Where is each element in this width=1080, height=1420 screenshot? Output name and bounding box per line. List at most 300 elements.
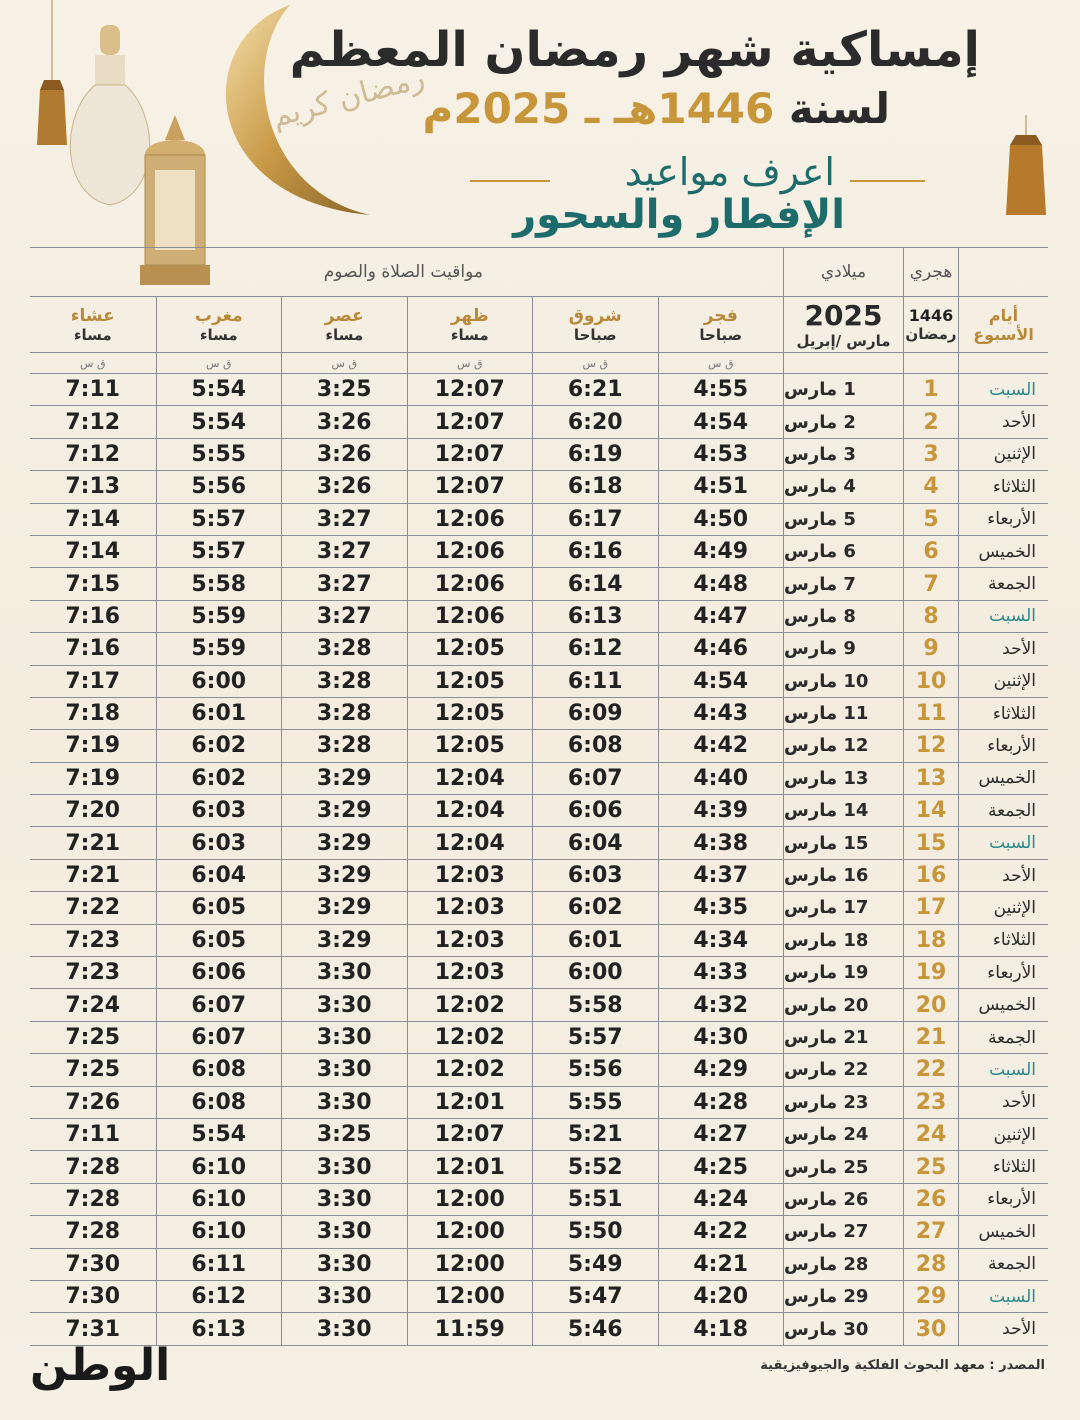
day-name-cell: الجمعة <box>958 1022 1048 1053</box>
maghrib-time-cell: 6:02 <box>156 730 282 761</box>
isha-time-cell: 7:22 <box>65 895 121 921</box>
table-row <box>30 763 1048 795</box>
calligraphy-text: رمضان كريم <box>268 60 429 135</box>
table-row <box>30 374 1048 406</box>
asr-time-cell: 3:26 <box>281 471 407 502</box>
col-greg-year: 2025 <box>804 299 883 332</box>
gregorian-date-cell: 18 مارس <box>783 925 903 956</box>
table-row <box>30 698 1048 730</box>
table-row <box>30 1054 1048 1086</box>
isha-time-cell: 7:26 <box>65 1089 121 1115</box>
maghrib-time-cell: 5:58 <box>156 568 282 599</box>
shuruq-time-cell: 6:03 <box>532 860 658 891</box>
maghrib-time-cell: 5:59 <box>156 601 282 632</box>
gregorian-date-cell: 26 مارس <box>783 1184 903 1215</box>
gregorian-date-cell: 22 مارس <box>783 1054 903 1085</box>
hijri-day-cell: 19 <box>903 957 958 988</box>
asr-time-cell: 3:30 <box>281 989 407 1020</box>
table-unit-header <box>30 353 1048 374</box>
source-credit: المصدر : معهد البحوث الفلكية والجيوفيزيقية <box>760 1358 1045 1373</box>
logo-text: الوطن <box>30 1340 171 1391</box>
col-dhuhr <box>407 297 533 352</box>
hijri-day-cell: 4 <box>903 471 958 502</box>
dhuhr-time-cell: 11:59 <box>407 1313 533 1344</box>
fajr-time-cell: 4:39 <box>658 795 784 826</box>
col-asr-sub: مساء <box>325 325 364 344</box>
col-greg-months: مارس /إبريل <box>796 332 891 350</box>
hijri-day-cell: 18 <box>903 925 958 956</box>
isha-time-cell: 7:11 <box>65 377 121 403</box>
col-hijri-month: رمضان <box>905 325 957 343</box>
fajr-time-cell: 4:29 <box>658 1054 784 1085</box>
table-row <box>30 892 1048 924</box>
gregorian-date-cell: 27 مارس <box>783 1216 903 1247</box>
fajr-time-cell: 4:50 <box>658 504 784 535</box>
col-fajr <box>658 297 784 352</box>
dhuhr-time-cell: 12:02 <box>407 989 533 1020</box>
day-name-cell: الثلاثاء <box>958 1151 1048 1182</box>
shuruq-time-cell: 5:47 <box>532 1281 658 1312</box>
isha-time-cell: 7:28 <box>65 1154 121 1180</box>
maghrib-time-cell: 6:10 <box>156 1216 282 1247</box>
shuruq-time-cell: 6:04 <box>532 827 658 858</box>
hijri-day-cell: 12 <box>903 730 958 761</box>
group-prayers: مواقيت الصلاة والصوم <box>323 262 483 282</box>
fajr-time-cell: 4:42 <box>658 730 784 761</box>
day-name-cell: الخميس <box>958 763 1048 794</box>
hijri-day-cell: 30 <box>903 1313 958 1344</box>
col-hijri-year: 1446 <box>908 306 954 325</box>
isha-time-cell: 7:19 <box>65 765 121 791</box>
dhuhr-time-cell: 12:05 <box>407 633 533 664</box>
fajr-time-cell: 4:46 <box>658 633 784 664</box>
day-name-cell: السبت <box>958 374 1048 405</box>
isha-time-cell: 7:14 <box>65 539 121 565</box>
gregorian-date-cell: 3 مارس <box>783 439 903 470</box>
shuruq-time-cell: 5:56 <box>532 1054 658 1085</box>
gregorian-date-cell: 8 مارس <box>783 601 903 632</box>
maghrib-time-cell: 5:55 <box>156 439 282 470</box>
hijri-day-cell: 6 <box>903 536 958 567</box>
gregorian-date-cell: 6 مارس <box>783 536 903 567</box>
col-maghrib-sub: مساء <box>199 325 238 344</box>
hijri-day-cell: 22 <box>903 1054 958 1085</box>
shuruq-time-cell: 6:08 <box>532 730 658 761</box>
maghrib-time-cell: 5:57 <box>156 504 282 535</box>
hijri-day-cell: 1 <box>903 374 958 405</box>
decorative-line-left <box>470 180 550 182</box>
gregorian-date-cell: 21 مارس <box>783 1022 903 1053</box>
decorative-line-right <box>850 180 925 182</box>
asr-time-cell: 3:29 <box>281 925 407 956</box>
gregorian-date-cell: 5 مارس <box>783 504 903 535</box>
table-row <box>30 439 1048 471</box>
hijri-day-cell: 27 <box>903 1216 958 1247</box>
gregorian-date-cell: 24 مارس <box>783 1119 903 1150</box>
day-name-cell: الثلاثاء <box>958 471 1048 502</box>
shuruq-time-cell: 6:06 <box>532 795 658 826</box>
unit-label: ق س <box>407 353 533 373</box>
day-name-cell: الأحد <box>958 633 1048 664</box>
maghrib-time-cell: 6:03 <box>156 795 282 826</box>
day-name-cell: الثلاثاء <box>958 698 1048 729</box>
hijri-day-cell: 14 <box>903 795 958 826</box>
fajr-time-cell: 4:47 <box>658 601 784 632</box>
gregorian-date-cell: 11 مارس <box>783 698 903 729</box>
col-isha <box>30 297 156 352</box>
fajr-time-cell: 4:24 <box>658 1184 784 1215</box>
fajr-time-cell: 4:21 <box>658 1249 784 1280</box>
fajr-time-cell: 4:54 <box>658 406 784 437</box>
asr-time-cell: 3:30 <box>281 1022 407 1053</box>
asr-time-cell: 3:30 <box>281 1087 407 1118</box>
day-name-cell: الأربعاء <box>958 1184 1048 1215</box>
gregorian-date-cell: 28 مارس <box>783 1249 903 1280</box>
maghrib-time-cell: 6:11 <box>156 1249 282 1280</box>
maghrib-time-cell: 6:12 <box>156 1281 282 1312</box>
maghrib-time-cell: 6:10 <box>156 1151 282 1182</box>
dhuhr-time-cell: 12:01 <box>407 1087 533 1118</box>
asr-time-cell: 3:30 <box>281 1313 407 1344</box>
gregorian-date-cell: 13 مارس <box>783 763 903 794</box>
unit-label: ق س <box>281 353 407 373</box>
hijri-day-cell: 15 <box>903 827 958 858</box>
isha-time-cell: 7:23 <box>65 960 121 986</box>
isha-time-cell: 7:19 <box>65 733 121 759</box>
gregorian-year: 2025م <box>422 84 571 133</box>
shuruq-time-cell: 6:14 <box>532 568 658 599</box>
shuruq-time-cell: 6:19 <box>532 439 658 470</box>
col-maghrib <box>156 297 282 352</box>
asr-time-cell: 3:27 <box>281 536 407 567</box>
lantern-right-icon <box>1000 115 1052 225</box>
col-hijri <box>903 297 958 352</box>
gregorian-date-cell: 30 مارس <box>783 1313 903 1344</box>
group-miladi: ميلادي <box>783 248 903 296</box>
isha-time-cell: 7:17 <box>65 668 121 694</box>
shuruq-time-cell: 6:13 <box>532 601 658 632</box>
shuruq-time-cell: 6:16 <box>532 536 658 567</box>
gregorian-date-cell: 10 مارس <box>783 666 903 697</box>
dhuhr-time-cell: 12:00 <box>407 1249 533 1280</box>
isha-time-cell: 7:25 <box>65 1057 121 1083</box>
dhuhr-time-cell: 12:07 <box>407 439 533 470</box>
dhuhr-time-cell: 12:03 <box>407 892 533 923</box>
dhuhr-time-cell: 12:00 <box>407 1216 533 1247</box>
col-asr <box>281 297 407 352</box>
shuruq-time-cell: 5:51 <box>532 1184 658 1215</box>
hijri-day-cell: 10 <box>903 666 958 697</box>
asr-time-cell: 3:29 <box>281 860 407 891</box>
dhuhr-time-cell: 12:03 <box>407 957 533 988</box>
day-name-cell: السبت <box>958 1054 1048 1085</box>
day-name-cell: الأحد <box>958 406 1048 437</box>
dhuhr-time-cell: 12:05 <box>407 730 533 761</box>
isha-time-cell: 7:14 <box>65 506 121 532</box>
col-dhuhr-sub: مساء <box>450 325 489 344</box>
table-row <box>30 1216 1048 1248</box>
maghrib-time-cell: 6:01 <box>156 698 282 729</box>
gregorian-date-cell: 12 مارس <box>783 730 903 761</box>
gregorian-date-cell: 25 مارس <box>783 1151 903 1182</box>
hijri-day-cell: 9 <box>903 633 958 664</box>
fajr-time-cell: 4:30 <box>658 1022 784 1053</box>
day-name-cell: الأربعاء <box>958 730 1048 761</box>
fajr-time-cell: 4:27 <box>658 1119 784 1150</box>
isha-time-cell: 7:23 <box>65 927 121 953</box>
isha-time-cell: 7:18 <box>65 701 121 727</box>
shuruq-time-cell: 6:18 <box>532 471 658 502</box>
hijri-day-cell: 28 <box>903 1249 958 1280</box>
fajr-time-cell: 4:55 <box>658 374 784 405</box>
table-row <box>30 1184 1048 1216</box>
shuruq-time-cell: 6:12 <box>532 633 658 664</box>
year-separator: ـ <box>584 84 600 133</box>
asr-time-cell: 3:30 <box>281 1054 407 1085</box>
col-fajr-name: فجر <box>703 305 738 326</box>
table-row <box>30 536 1048 568</box>
fajr-time-cell: 4:20 <box>658 1281 784 1312</box>
gregorian-date-cell: 20 مارس <box>783 989 903 1020</box>
day-name-cell: الجمعة <box>958 568 1048 599</box>
unit-blank <box>783 353 903 373</box>
table-row <box>30 730 1048 762</box>
header <box>0 0 1080 245</box>
day-name-cell: الخميس <box>958 989 1048 1020</box>
day-name-cell: الأربعاء <box>958 957 1048 988</box>
dhuhr-time-cell: 12:00 <box>407 1184 533 1215</box>
isha-time-cell: 7:13 <box>65 474 121 500</box>
isha-time-cell: 7:28 <box>65 1219 121 1245</box>
isha-time-cell: 7:15 <box>65 571 121 597</box>
hijri-day-cell: 3 <box>903 439 958 470</box>
isha-time-cell: 7:12 <box>65 409 121 435</box>
dhuhr-time-cell: 12:04 <box>407 827 533 858</box>
isha-time-cell: 7:24 <box>65 992 121 1018</box>
shuruq-time-cell: 5:52 <box>532 1151 658 1182</box>
shuruq-time-cell: 6:11 <box>532 666 658 697</box>
isha-time-cell: 7:28 <box>65 1186 121 1212</box>
isha-time-cell: 7:30 <box>65 1284 121 1310</box>
dhuhr-time-cell: 12:03 <box>407 860 533 891</box>
table-row <box>30 568 1048 600</box>
table-body <box>30 374 1048 1346</box>
fajr-time-cell: 4:28 <box>658 1087 784 1118</box>
table-row <box>30 1022 1048 1054</box>
table-row <box>30 666 1048 698</box>
hijri-day-cell: 26 <box>903 1184 958 1215</box>
hijri-day-cell: 24 <box>903 1119 958 1150</box>
asr-time-cell: 3:25 <box>281 374 407 405</box>
maghrib-time-cell: 6:03 <box>156 827 282 858</box>
col-shuruq-name: شروق <box>568 305 622 326</box>
hijri-day-cell: 20 <box>903 989 958 1020</box>
dhuhr-time-cell: 12:05 <box>407 666 533 697</box>
col-shuruq <box>532 297 658 352</box>
shuruq-time-cell: 6:07 <box>532 763 658 794</box>
shuruq-time-cell: 5:57 <box>532 1022 658 1053</box>
col-dhuhr-name: ظهر <box>450 305 489 326</box>
isha-time-cell: 7:21 <box>65 830 121 856</box>
col-greg <box>783 297 903 352</box>
unit-label: ق س <box>658 353 784 373</box>
asr-time-cell: 3:29 <box>281 763 407 794</box>
day-name-cell: الأربعاء <box>958 504 1048 535</box>
gregorian-date-cell: 7 مارس <box>783 568 903 599</box>
table-column-header <box>30 297 1048 353</box>
day-name-cell: الأحد <box>958 860 1048 891</box>
hijri-day-cell: 13 <box>903 763 958 794</box>
gregorian-date-cell: 23 مارس <box>783 1087 903 1118</box>
fajr-time-cell: 4:34 <box>658 925 784 956</box>
table-row <box>30 1087 1048 1119</box>
fajr-time-cell: 4:38 <box>658 827 784 858</box>
maghrib-time-cell: 6:05 <box>156 925 282 956</box>
group-blank <box>958 248 1048 296</box>
day-name-cell: الإثنين <box>958 439 1048 470</box>
maghrib-time-cell: 5:57 <box>156 536 282 567</box>
tagline-iftar-suhoor: الإفطار والسحور <box>513 192 845 238</box>
table-row <box>30 1313 1048 1345</box>
asr-time-cell: 3:27 <box>281 601 407 632</box>
asr-time-cell: 3:30 <box>281 957 407 988</box>
asr-time-cell: 3:29 <box>281 827 407 858</box>
asr-time-cell: 3:27 <box>281 504 407 535</box>
brand-logo <box>30 1340 170 1391</box>
gregorian-date-cell: 4 مارس <box>783 471 903 502</box>
dhuhr-time-cell: 12:07 <box>407 1119 533 1150</box>
hijri-day-cell: 21 <box>903 1022 958 1053</box>
maghrib-time-cell: 5:54 <box>156 1119 282 1150</box>
gregorian-date-cell: 17 مارس <box>783 892 903 923</box>
maghrib-time-cell: 6:05 <box>156 892 282 923</box>
gregorian-date-cell: 16 مارس <box>783 860 903 891</box>
maghrib-time-cell: 6:08 <box>156 1054 282 1085</box>
isha-time-cell: 7:11 <box>65 1122 121 1148</box>
isha-time-cell: 7:31 <box>65 1316 121 1342</box>
dhuhr-time-cell: 12:07 <box>407 406 533 437</box>
dhuhr-time-cell: 12:06 <box>407 536 533 567</box>
maghrib-time-cell: 5:54 <box>156 374 282 405</box>
dhuhr-time-cell: 12:06 <box>407 601 533 632</box>
dhuhr-time-cell: 12:04 <box>407 795 533 826</box>
fajr-time-cell: 4:48 <box>658 568 784 599</box>
shuruq-time-cell: 6:21 <box>532 374 658 405</box>
dhuhr-time-cell: 12:00 <box>407 1281 533 1312</box>
asr-time-cell: 3:30 <box>281 1216 407 1247</box>
fajr-time-cell: 4:37 <box>658 860 784 891</box>
isha-time-cell: 7:20 <box>65 798 121 824</box>
asr-time-cell: 3:28 <box>281 666 407 697</box>
shuruq-time-cell: 5:21 <box>532 1119 658 1150</box>
shuruq-time-cell: 5:55 <box>532 1087 658 1118</box>
col-maghrib-name: مغرب <box>194 305 243 326</box>
asr-time-cell: 3:30 <box>281 1184 407 1215</box>
day-name-cell: الجمعة <box>958 795 1048 826</box>
maghrib-time-cell: 6:13 <box>156 1313 282 1344</box>
col-days: أيام الأسبوع <box>958 297 1048 352</box>
maghrib-time-cell: 5:56 <box>156 471 282 502</box>
imsakiya-table <box>30 247 1048 1346</box>
gregorian-date-cell: 9 مارس <box>783 633 903 664</box>
shuruq-time-cell: 5:49 <box>532 1249 658 1280</box>
maghrib-time-cell: 5:54 <box>156 406 282 437</box>
maghrib-time-cell: 6:08 <box>156 1087 282 1118</box>
day-name-cell: السبت <box>958 601 1048 632</box>
dhuhr-time-cell: 12:01 <box>407 1151 533 1182</box>
col-fajr-sub: صباحا <box>699 325 743 344</box>
fajr-time-cell: 4:18 <box>658 1313 784 1344</box>
shuruq-time-cell: 6:01 <box>532 925 658 956</box>
isha-time-cell: 7:16 <box>65 603 121 629</box>
hijri-day-cell: 11 <box>903 698 958 729</box>
isha-time-cell: 7:25 <box>65 1025 121 1050</box>
day-name-cell: الثلاثاء <box>958 925 1048 956</box>
table-row <box>30 1151 1048 1183</box>
hijri-day-cell: 16 <box>903 860 958 891</box>
shuruq-time-cell: 5:46 <box>532 1313 658 1344</box>
fajr-time-cell: 4:22 <box>658 1216 784 1247</box>
shuruq-time-cell: 6:09 <box>532 698 658 729</box>
tagline-know-times: اعرف مواعيد <box>624 150 835 194</box>
fajr-time-cell: 4:54 <box>658 666 784 697</box>
col-isha-name: عشاء <box>70 305 115 326</box>
day-name-cell: الخميس <box>958 536 1048 567</box>
unit-label: ق س <box>80 356 106 370</box>
shuruq-time-cell: 6:20 <box>532 406 658 437</box>
table-row <box>30 989 1048 1021</box>
group-hijri: هجري <box>903 248 958 296</box>
dhuhr-time-cell: 12:05 <box>407 698 533 729</box>
asr-time-cell: 3:25 <box>281 1119 407 1150</box>
fajr-time-cell: 4:40 <box>658 763 784 794</box>
hijri-day-cell: 2 <box>903 406 958 437</box>
dhuhr-time-cell: 12:02 <box>407 1054 533 1085</box>
fajr-time-cell: 4:51 <box>658 471 784 502</box>
fajr-time-cell: 4:32 <box>658 989 784 1020</box>
page-subtitle-year <box>423 84 890 133</box>
hijri-day-cell: 7 <box>903 568 958 599</box>
maghrib-time-cell: 6:04 <box>156 860 282 891</box>
fajr-time-cell: 4:33 <box>658 957 784 988</box>
table-row <box>30 1249 1048 1281</box>
table-row <box>30 633 1048 665</box>
isha-time-cell: 7:16 <box>65 636 121 662</box>
table-row <box>30 1281 1048 1313</box>
asr-time-cell: 3:30 <box>281 1249 407 1280</box>
unit-blank <box>958 353 1048 373</box>
maghrib-time-cell: 6:07 <box>156 989 282 1020</box>
day-name-cell: الجمعة <box>958 1249 1048 1280</box>
unit-label: ق س <box>156 353 282 373</box>
isha-time-cell: 7:21 <box>65 863 121 889</box>
dhuhr-time-cell: 12:06 <box>407 568 533 599</box>
table-row <box>30 860 1048 892</box>
hijri-day-cell: 25 <box>903 1151 958 1182</box>
fajr-time-cell: 4:35 <box>658 892 784 923</box>
year-prefix: لسنة <box>788 84 890 133</box>
table-row <box>30 471 1048 503</box>
asr-time-cell: 3:28 <box>281 698 407 729</box>
asr-time-cell: 3:30 <box>281 1281 407 1312</box>
day-name-cell: الأحد <box>958 1313 1048 1344</box>
day-name-cell: الإثنين <box>958 1119 1048 1150</box>
col-asr-name: عصر <box>324 305 364 326</box>
asr-time-cell: 3:30 <box>281 1151 407 1182</box>
day-name-cell: الخميس <box>958 1216 1048 1247</box>
day-name-cell: الأحد <box>958 1087 1048 1118</box>
hijri-year: 1446هـ <box>613 84 775 133</box>
